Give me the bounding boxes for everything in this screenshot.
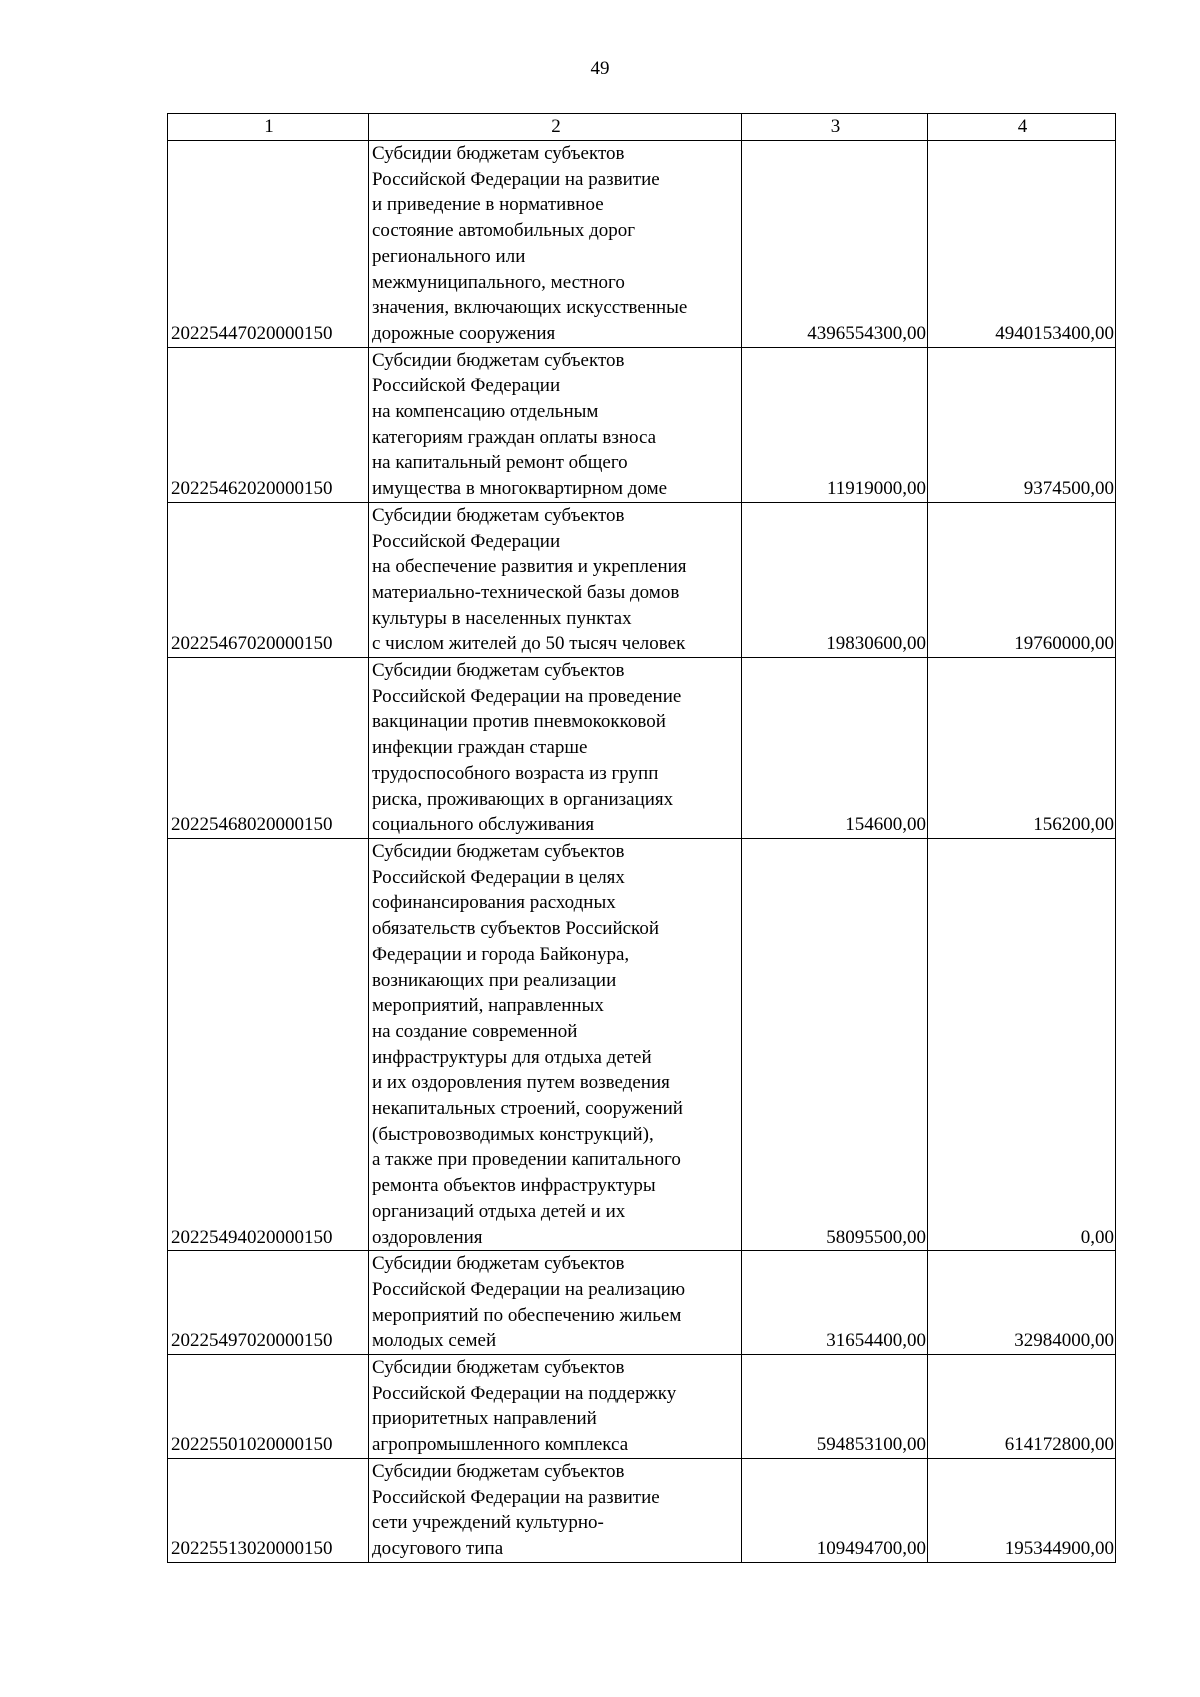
description-line: Российской Федерации на реализацию	[372, 1278, 686, 1300]
amount-col3-cell: 11919000,00	[742, 347, 928, 502]
description-line: Субсидии бюджетам субъектов	[372, 504, 625, 526]
description-line: Российской Федерации на поддержку	[372, 1382, 677, 1404]
amount-col3-cell: 594853100,00	[742, 1355, 928, 1459]
description-line: приоритетных направлений	[372, 1408, 597, 1430]
description-line: риска, проживающих в организациях	[372, 788, 674, 810]
description-line: Российской Федерации на развитие	[372, 168, 660, 190]
description-line: с числом жителей до 50 тысяч человек	[372, 633, 686, 655]
description-line: на обеспечение развития и укрепления	[372, 556, 687, 578]
description-line: Российской Федерации на развитие	[372, 1486, 660, 1508]
table-row	[168, 1251, 1116, 1355]
description-line: Субсидии бюджетам субъектов	[372, 349, 625, 371]
budget-code-cell: 20225462020000150	[168, 347, 369, 502]
amount-col4-cell: 0,00	[928, 838, 1116, 1250]
table-row	[168, 347, 1116, 502]
column-header-2: 2	[369, 114, 742, 141]
description-cell	[369, 658, 742, 839]
page-number: 49	[590, 58, 610, 79]
description-line: Субсидии бюджетам субъектов	[372, 1253, 625, 1275]
amount-col4-cell: 4940153400,00	[928, 141, 1116, 348]
description-line: возникающих при реализации	[372, 969, 617, 991]
description-line: молодых семей	[372, 1330, 497, 1352]
description-line: организаций отдыха детей и их	[372, 1200, 626, 1222]
description-line: Субсидии бюджетам субъектов	[372, 660, 625, 682]
description-line: сети учреждений культурно-	[372, 1512, 604, 1534]
amount-col4-cell: 614172800,00	[928, 1355, 1116, 1459]
description-line: на капитальный ремонт общего	[372, 452, 628, 474]
budget-code-cell: 20225497020000150	[168, 1251, 369, 1355]
table-row	[168, 141, 1116, 348]
description-line: трудоспособного возраста из групп	[372, 762, 659, 784]
table-row	[168, 658, 1116, 839]
description-line: Субсидии бюджетам субъектов	[372, 840, 625, 862]
description-line: инфраструктуры для отдыха детей	[372, 1046, 652, 1068]
description-line: на создание современной	[372, 1020, 578, 1042]
description-cell	[369, 1458, 742, 1562]
description-line: и приведение в нормативное	[372, 194, 604, 216]
description-line: регионального или	[372, 245, 526, 267]
description-cell	[369, 347, 742, 502]
description-line: межмуниципального, местного	[372, 271, 625, 293]
amount-col3-cell: 4396554300,00	[742, 141, 928, 348]
budget-code-cell: 20225468020000150	[168, 658, 369, 839]
table-row	[168, 838, 1116, 1250]
amount-col4-cell: 156200,00	[928, 658, 1116, 839]
description-line: досугового типа	[372, 1537, 504, 1559]
column-header-4: 4	[928, 114, 1116, 141]
description-line: софинансирования расходных	[372, 892, 616, 914]
description-line: Субсидии бюджетам субъектов	[372, 143, 625, 164]
description-line: материально-технической базы домов	[372, 581, 680, 603]
description-line: культуры в населенных пунктах	[372, 607, 632, 629]
description-line: категориям граждан оплаты взноса	[372, 426, 657, 448]
description-line: ремонта объектов инфраструктуры	[372, 1175, 656, 1197]
description-line: некапитальных строений, сооружений	[372, 1098, 683, 1120]
amount-col4-cell: 32984000,00	[928, 1251, 1116, 1355]
budget-code-cell: 20225501020000150	[168, 1355, 369, 1459]
description-line: Российской Федерации на проведение	[372, 685, 682, 707]
description-cell	[369, 838, 742, 1250]
description-line: (быстровозводимых конструкций),	[372, 1123, 654, 1145]
description-line: оздоровления	[372, 1226, 483, 1248]
amount-col3-cell: 19830600,00	[742, 502, 928, 657]
description-line: агропромышленного комплекса	[372, 1434, 629, 1456]
description-line: и их оздоровления путем возведения	[372, 1072, 670, 1094]
description-line: Субсидии бюджетам субъектов	[372, 1357, 625, 1379]
amount-col4-cell: 9374500,00	[928, 347, 1116, 502]
description-line: состояние автомобильных дорог	[372, 220, 636, 242]
amount-col4-cell: 195344900,00	[928, 1458, 1116, 1562]
description-line: Российской Федерации	[372, 375, 561, 397]
description-line: имущества в многоквартирном доме	[372, 478, 668, 500]
budget-code-cell: 20225513020000150	[168, 1458, 369, 1562]
description-cell	[369, 1355, 742, 1459]
column-header-1: 1	[168, 114, 369, 141]
table-row	[168, 502, 1116, 657]
description-line: мероприятий по обеспечению жильем	[372, 1304, 682, 1326]
budget-code-cell: 20225467020000150	[168, 502, 369, 657]
description-line: дорожные сооружения	[372, 322, 556, 344]
amount-col4-cell: 19760000,00	[928, 502, 1116, 657]
table-row	[168, 1458, 1116, 1562]
description-line: мероприятий, направленных	[372, 995, 604, 1017]
description-line: обязательств субъектов Российской	[372, 918, 659, 940]
description-line: Российской Федерации	[372, 530, 561, 552]
description-line: Российской Федерации в целях	[372, 866, 625, 888]
description-line: инфекции граждан старше	[372, 737, 588, 759]
description-cell	[369, 141, 742, 348]
description-line: социального обслуживания	[372, 814, 595, 836]
table-body	[168, 141, 1116, 1563]
amount-col3-cell: 31654400,00	[742, 1251, 928, 1355]
amount-col3-cell: 109494700,00	[742, 1458, 928, 1562]
description-cell	[369, 502, 742, 657]
budget-code-cell: 20225494020000150	[168, 838, 369, 1250]
column-header-3: 3	[742, 114, 928, 141]
description-line: на компенсацию отдельным	[372, 401, 599, 423]
description-line: вакцинации против пневмококковой	[372, 711, 666, 733]
budget-code-cell: 20225447020000150	[168, 141, 369, 348]
budget-table	[167, 113, 1116, 1563]
description-line: значения, включающих искусственные	[372, 297, 688, 319]
table-row	[168, 1355, 1116, 1459]
description-line: Субсидии бюджетам субъектов	[372, 1460, 625, 1482]
header-row	[168, 114, 1116, 141]
description-line: а также при проведении капитального	[372, 1149, 681, 1171]
amount-col3-cell: 58095500,00	[742, 838, 928, 1250]
description-cell	[369, 1251, 742, 1355]
description-line: Федерации и города Байконура,	[372, 943, 630, 965]
amount-col3-cell: 154600,00	[742, 658, 928, 839]
